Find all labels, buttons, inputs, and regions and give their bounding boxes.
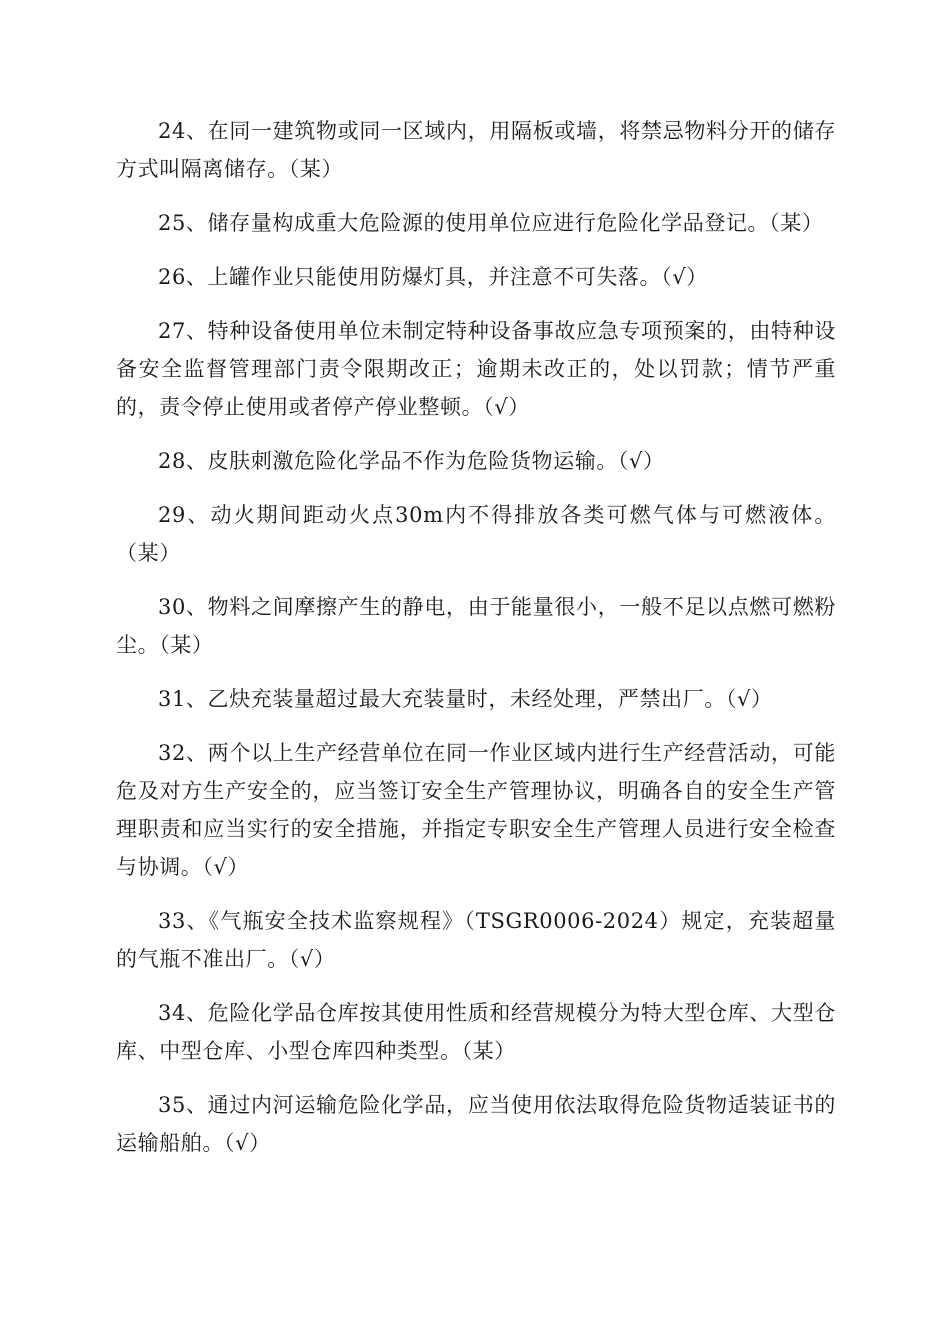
- question-item-35: 35、通过内河运输危险化学品，应当使用依法取得危险货物适装证书的运输船舶。（√）: [116, 1093, 836, 1155]
- question-item-26: 26、上罐作业只能使用防爆灯具，并注意不可失落。（√）: [158, 265, 708, 289]
- question-item-32: 32、两个以上生产经营单位在同一作业区域内进行生产经营活动，可能危及对方生产安全的，应当签订安全生产管理协议，明确各自的安全生产管理职责和应当实行的安全措施，并指定专职安全生产管理人员进行安全检查与协调。（√）: [116, 741, 836, 879]
- question-item-33: 33、《气瓶安全技术监察规程》（TSGR0006-2024）规定，充装超量的气瓶不准出厂。（√）: [116, 909, 836, 971]
- question-item-27: 27、特种设备使用单位未制定特种设备事故应急专项预案的，由特种设备安全监督管理部门责令限期改正；逾期未改正的，处以罚款；情节严重的，责令停止使用或者停产停业整顿。（√）: [116, 319, 836, 419]
- question-item-25: 25、储存量构成重大危险源的使用单位应进行危险化学品登记。（某）: [158, 211, 824, 235]
- question-list: [116, 112, 836, 1178]
- question-item-29: 29、动火期间距动火点30m内不得排放各类可燃气体与可燃液体。（某）: [116, 503, 836, 565]
- question-item-34: 34、危险化学品仓库按其使用性质和经营规模分为特大型仓库、大型仓库、中型仓库、小型仓库四种类型。（某）: [116, 1001, 836, 1063]
- question-item-31: 31、乙炔充装量超过最大充装量时，未经处理，严禁出厂。（√）: [158, 687, 773, 711]
- question-item-30: 30、物料之间摩擦产生的静电，由于能量很小，一般不足以点燃可燃粉尘。（某）: [116, 595, 836, 657]
- question-item-24: 24、在同一建筑物或同一区域内，用隔板或墙，将禁忌物料分开的储存方式叫隔离储存。（某）: [116, 119, 836, 181]
- question-item-28: 28、皮肤刺激危险化学品不作为危险货物运输。（√）: [158, 449, 665, 473]
